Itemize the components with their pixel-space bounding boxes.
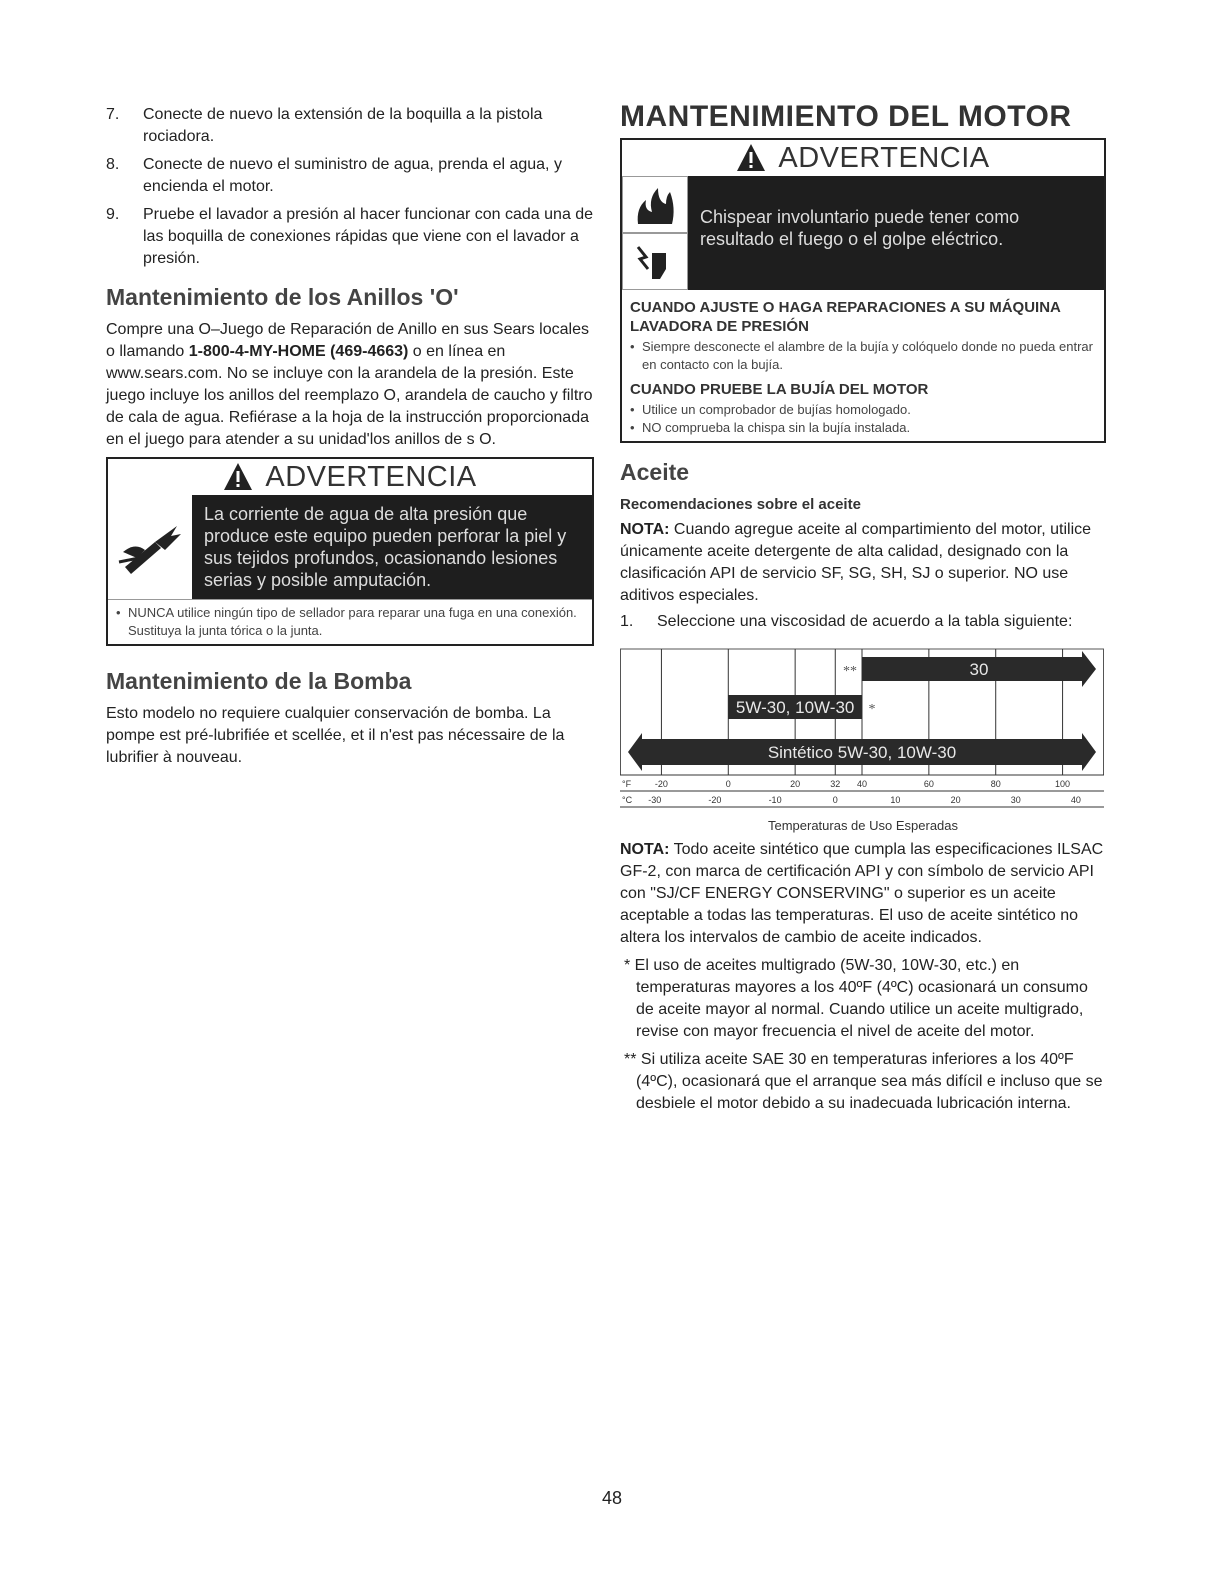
warning-message: La corriente de agua de alta presión que produce este equipo pueden perforar la piel y sus tejidos profundos, ocasionando lesiones serias y posible amputación. [204, 504, 567, 590]
c-unit-label: °C [622, 795, 633, 805]
f-tick-label: 32 [830, 779, 841, 789]
bar-label: 5W-30, 10W-30 [735, 698, 855, 717]
f-tick-label: 20 [790, 779, 801, 789]
orings-heading: Mantenimiento de los Anillos 'O' [106, 284, 459, 310]
bar-label: 30 [969, 660, 989, 679]
c-tick-label: 20 [950, 795, 961, 805]
list-item: 9. Pruebe el lavador a presión al hacer funcionar con cada una de las boquilla de conexiones rápidas que viene con el lavador a presión. [106, 206, 594, 267]
f-tick-label: 60 [923, 779, 934, 789]
warning-title: ADVERTENCIA [778, 141, 990, 174]
injection-hazard-icon [108, 495, 192, 599]
synthetic-note: NOTA: Todo aceite sintético que cumpla las especificaciones ILSAC GF-2, con marca de certificación API y con símbolo de servicio API con "SJ/CF ENERGY CONSERVING" o superior es un aceite aceptable a todas las temperaturas. El uso de aceite sintético no altera los intervalos de cambio de aceite indicados. [620, 841, 1104, 946]
c-tick-label: 0 [832, 795, 838, 805]
page-number: 48 [601, 1488, 623, 1508]
pressure-warning-box [106, 457, 594, 646]
c-tick-label: -10 [768, 795, 782, 805]
warning-bullet: • Siempre desconecte el alambre de la bujía y colóquelo donde no pueda entrar en contacto con la bujía. [630, 338, 1096, 374]
phone-number: 1-800-4-MY-HOME (469-4663) [188, 343, 409, 360]
c-tick-label: 10 [890, 795, 901, 805]
left-column [106, 104, 594, 769]
c-tick-label: 40 [1070, 795, 1081, 805]
warning-bullet: • NUNCA utilice ningún tipo de sellador para reparar una fuga en una conexión. Sustituya la junta tórica o la junta. [116, 604, 584, 640]
oil-viscosity-chart [620, 647, 1104, 811]
list-item: 8. Conecte de nuevo el suministro de agua, prenda el agua, y encienda el motor. [106, 156, 562, 195]
bar-label: Sintético 5W-30, 10W-30 [767, 743, 957, 762]
warning-message: Chispear involuntario puede tener como resultado el fuego o el golpe eléctrico. [700, 207, 1020, 249]
pump-text: Esto modelo no requiere cualquier conservación de bomba. La pompe est pré-lubrifiée et scellée, et il n'est pas nécessaire de la lubrifier à nouveau. [106, 705, 565, 766]
bar-marker: * [868, 702, 876, 717]
footnote-multigrade: * El uso de aceites multigrado (5W-30, 10W-30, etc.) en temperaturas mayores a los 40ºF (4ºC) ocasionará un consumo de aceite mayor al normal. Cuando utilice un aceite multigrado, revise con mayor frecuencia el nivel de aceite del motor. [624, 957, 1088, 1040]
pump-heading: Mantenimiento de la Bomba [106, 668, 412, 694]
f-tick-label: 100 [1055, 779, 1071, 789]
c-tick-label: -20 [708, 795, 722, 805]
warning-triangle-icon [223, 462, 253, 492]
orings-text: Compre una O–Juego de Reparación de Anillo en sus Sears locales o llamando 1-800-4-MY-HOME (469-4663) o en línea en www.sears.com. No se incluye con la arandela de la presión. Este juego incluye los anillos del reemplazo O, arandela de caucho y filtro de cala de agua. Refiérase a la hoja de la instrucción proporcionada en el juego para atender a su unidad'los anillos de s O. [106, 321, 593, 448]
f-tick-label: 80 [990, 779, 1001, 789]
f-tick-label: -20 [654, 779, 668, 789]
oil-heading: Aceite [620, 459, 690, 485]
f-tick-label: 40 [856, 779, 868, 789]
oil-subheading: Recomendaciones sobre el aceite [620, 496, 861, 513]
steps-list [106, 104, 594, 270]
right-column [620, 100, 1106, 1115]
oil-note: NOTA: Cuando agregue aceite al compartimiento del motor, utilice únicamente aceite detergente de alta calidad, designado con la clasificación API de servicio SF, SG, SH, SJ o superior. NO use aditivos especiales. [620, 521, 1092, 604]
fire-icon [622, 176, 688, 233]
warning-triangle-icon [736, 143, 766, 173]
warning-bullet: • Utilice un comprobador de bujías homologado. [630, 401, 1096, 419]
f-unit-label: °F [622, 779, 632, 789]
bar-marker: ** [843, 664, 857, 679]
c-tick-label: -30 [648, 795, 662, 805]
footnote-sae30: ** Si utiliza aceite SAE 30 en temperaturas inferiores a los 40ºF (4ºC), ocasionará que el arranque sea más difícil e incluso que se desbiele el motor debido a su inadecuada lubricación interna. [624, 1051, 1103, 1112]
warning-title: ADVERTENCIA [265, 460, 477, 493]
f-tick-label: 0 [725, 779, 731, 789]
warning-caption: CUANDO PRUEBE LA BUJÍA DEL MOTOR [630, 381, 929, 398]
list-item: 1. Seleccione una viscosidad de acuerdo a la tabla siguiente: [620, 613, 1073, 630]
list-item: 7. Conecte de nuevo la extensión de la boquilla a la pistola rociadora. [106, 106, 543, 145]
chart-xlabel: Temperaturas de Uso Esperadas [767, 818, 959, 833]
warning-bullet: • NO comprueba la chispa sin la bujía instalada. [630, 419, 1096, 437]
page-title: MANTENIMIENTO DEL MOTOR [620, 100, 1072, 133]
warning-caption: CUANDO AJUSTE O HAGA REPARACIONES A SU MÁQUINA LAVADORA DE PRESIÓN [630, 299, 1061, 335]
electric-shock-icon [622, 233, 688, 290]
spark-warning-box [620, 138, 1106, 443]
c-tick-label: 30 [1010, 795, 1021, 805]
